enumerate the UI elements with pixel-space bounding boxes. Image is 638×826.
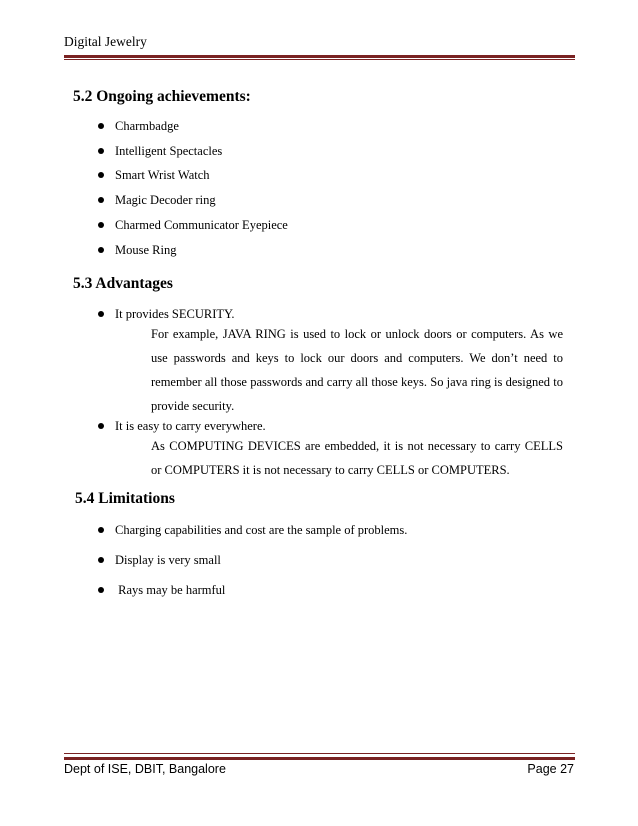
bullet-icon xyxy=(98,587,104,593)
bullet-icon xyxy=(98,123,104,129)
list-item: It is easy to carry everywhere. xyxy=(98,418,266,434)
bullet-icon xyxy=(98,527,104,533)
paragraph-security-detail: For example, JAVA RING is used to lock or unlock doors or computers. As we use passwords and keys to lock our doors and computers. We don’t need to remember all those passwords and carry all those keys. So java ring is designed to provide security. xyxy=(151,327,563,413)
list-item: Charmbadge xyxy=(98,118,179,134)
page-number: Page 27 xyxy=(527,762,574,776)
list-item: Charmed Communicator Eyepiece xyxy=(98,217,288,233)
bullet-icon xyxy=(98,197,104,203)
bullet-icon xyxy=(98,222,104,228)
section-heading-advantages: 5.3 Advantages xyxy=(73,275,173,292)
bullet-icon xyxy=(98,311,104,317)
footer-rule-thin xyxy=(64,753,575,754)
list-item: Display is very small xyxy=(98,552,221,568)
page-header-title: Digital Jewelry xyxy=(64,34,147,49)
list-item: Smart Wrist Watch xyxy=(98,167,210,183)
bullet-icon xyxy=(98,247,104,253)
footer-rule xyxy=(64,757,575,760)
list-item: Magic Decoder ring xyxy=(98,192,216,208)
list-item: Intelligent Spectacles xyxy=(98,143,222,159)
header-rule-thin xyxy=(64,59,575,60)
section-heading-limitations: 5.4 Limitations xyxy=(75,490,175,507)
list-item: It provides SECURITY. xyxy=(98,306,235,322)
list-item: Rays may be harmful xyxy=(98,582,225,598)
footer-department: Dept of ISE, DBIT, Bangalore xyxy=(64,762,226,776)
bullet-icon xyxy=(98,557,104,563)
section-heading-ongoing-achievements: 5.2 Ongoing achievements: xyxy=(73,88,251,105)
paragraph-portability-detail: As COMPUTING DEVICES are embedded, it is not necessary to carry CELLS or COMPUTERS it is not necessary to carry CELLS or COMPUTERS. xyxy=(151,439,563,477)
list-item: Charging capabilities and cost are the sample of problems. xyxy=(98,522,407,538)
list-item: Mouse Ring xyxy=(98,242,176,258)
bullet-icon xyxy=(98,148,104,154)
header-rule xyxy=(64,55,575,58)
bullet-icon xyxy=(98,423,104,429)
bullet-icon xyxy=(98,172,104,178)
